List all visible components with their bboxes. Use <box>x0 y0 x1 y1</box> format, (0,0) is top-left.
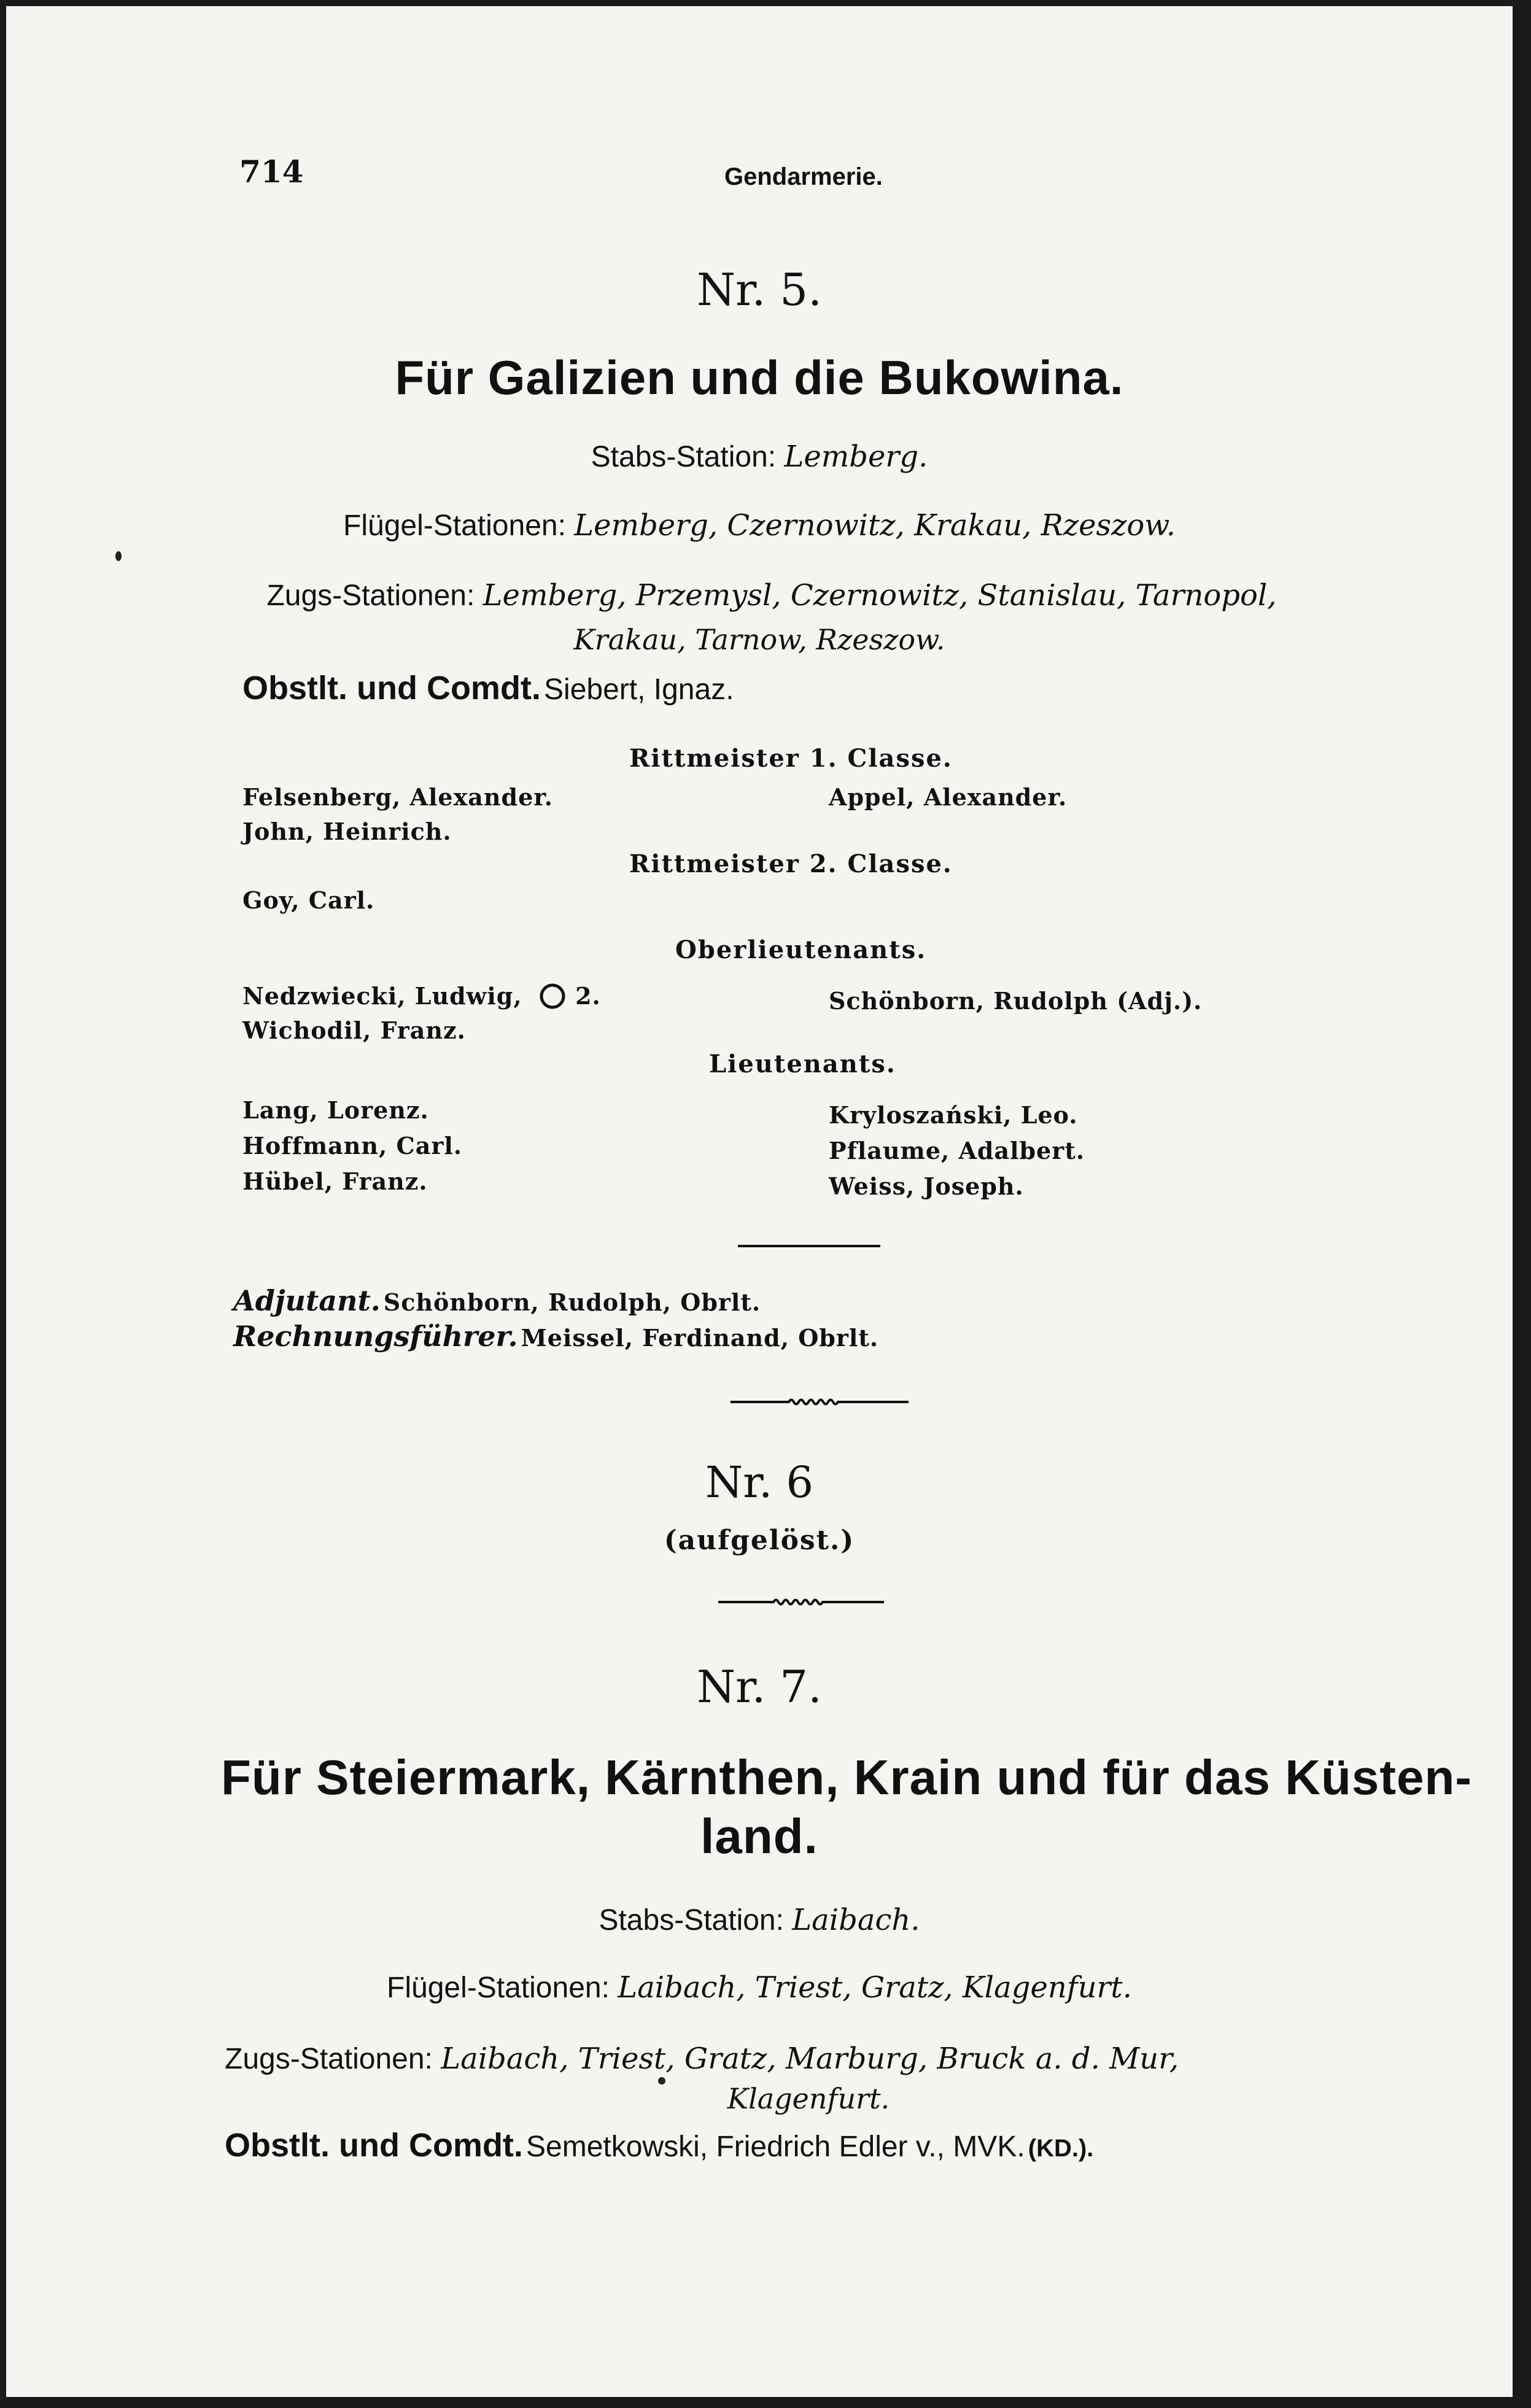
decoration-class: 2. <box>575 982 601 1010</box>
commander-label: Obstlt. und Comdt. <box>242 670 541 707</box>
heading-oberlieutenants: Oberlieutenants. <box>675 935 927 964</box>
fluegel-label: Flügel-Stationen: <box>387 1972 610 2004</box>
adjutant-value: Schönborn, Rudolph, Obrlt. <box>383 1288 761 1316</box>
order-circle-icon <box>538 982 567 1010</box>
roster-name: John, Heinrich. <box>242 818 452 845</box>
fluegel-stations-7 <box>6 1970 1513 2005</box>
roster-name-text: Nedzwiecki, Ludwig, <box>242 982 522 1010</box>
zugs-label: Zugs-Stationen: <box>225 2043 433 2075</box>
wavy-divider <box>731 1396 909 1408</box>
stabs-value: Lemberg. <box>784 439 928 474</box>
commander-name: Siebert, Ignaz. <box>544 673 734 706</box>
section-title-7-line2: land. <box>700 1809 818 1864</box>
section-number-5: Nr. 5. <box>697 264 822 316</box>
commander-name: Semetkowski, Friedrich Edler v., MVK. <box>526 2131 1025 2163</box>
heading-lieutenants: Lieutenants. <box>709 1050 896 1078</box>
zugs-value-1: Laibach, Triest, Gratz, Marburg, Bruck a. d. Mur, <box>441 2042 1179 2076</box>
stabs-station-7 <box>6 1903 1513 1937</box>
roster-name: Hoffmann, Carl. <box>242 1132 463 1159</box>
zugs-stations-5 <box>18 578 1525 613</box>
page-number: 714 <box>239 153 304 190</box>
stabs-label: Stabs-Station: <box>591 441 777 473</box>
commander-label: Obstlt. und Comdt. <box>225 2127 523 2164</box>
paymaster-line <box>233 1320 878 1353</box>
book-page <box>6 6 1513 2397</box>
roster-name: Schönborn, Rudolph (Adj.). <box>829 987 1203 1015</box>
fluegel-stations-5 <box>6 508 1513 543</box>
section-number-7: Nr. 7. <box>697 1661 822 1713</box>
heading-rittmeister-2: Rittmeister 2. Classe. <box>629 850 953 878</box>
roster-name: Appel, Alexander. <box>829 783 1068 811</box>
paymaster-value: Meissel, Ferdinand, Obrlt. <box>521 1324 879 1352</box>
divider-rule <box>738 1245 880 1247</box>
roster-name: Hübel, Franz. <box>242 1167 428 1195</box>
adjutant-line <box>233 1284 761 1317</box>
stabs-label: Stabs-Station: <box>599 1904 784 1937</box>
fluegel-value: Lemberg, Czernowitz, Krakau, Rzeszow. <box>574 508 1176 543</box>
adjutant-label: Adjutant. <box>233 1284 381 1317</box>
paymaster-label: Rechnungsführer. <box>233 1320 518 1353</box>
roster-name: Weiss, Joseph. <box>829 1172 1024 1200</box>
wavy-divider <box>718 1596 884 1608</box>
roster-name: Goy, Carl. <box>242 886 375 914</box>
zugs-stations-5-cont: Krakau, Tarnow, Rzeszow. <box>573 623 945 656</box>
section-title-7 <box>221 1749 1472 1806</box>
running-title: Gendarmerie. <box>724 163 883 190</box>
roster-name: Wichodil, Franz. <box>242 1016 466 1044</box>
zugs-stations-7 <box>225 2042 1179 2076</box>
heading-rittmeister-1: Rittmeister 1. Classe. <box>629 744 953 773</box>
zugs-label: Zugs-Stationen: <box>266 579 475 612</box>
roster-name: Felsenberg, Alexander. <box>242 783 554 811</box>
section-note-6: (aufgelöst.) <box>664 1525 855 1556</box>
commander-7 <box>225 2126 1093 2164</box>
commander-5 <box>242 669 734 707</box>
roster-name <box>242 982 601 1010</box>
zugs-value-1: Lemberg, Przemysl, Czernowitz, Stanislau, Tarnopol, <box>483 578 1277 613</box>
scan-speck <box>115 551 122 561</box>
roster-name: Pflaume, Adalbert. <box>829 1137 1085 1164</box>
stabs-value: Laibach. <box>792 1903 920 1937</box>
commander-decoration: (KD.). <box>1028 2135 1094 2162</box>
section-number-6: Nr. 6 <box>705 1457 814 1508</box>
fluegel-value: Laibach, Triest, Gratz, Klagenfurt. <box>618 1970 1132 2005</box>
roster-name: Lang, Lorenz. <box>242 1096 429 1124</box>
roster-name: Kryloszański, Leo. <box>829 1101 1078 1129</box>
fluegel-label: Flügel-Stationen: <box>343 509 566 542</box>
stabs-station-5 <box>6 439 1513 474</box>
section-title-5: Für Galizien und die Bukowina. <box>395 350 1124 405</box>
section-title-7-line1: Für Steiermark, Kärnthen, Krain und für das Küsten- <box>221 1750 1472 1805</box>
zugs-stations-7-cont: Klagenfurt. <box>727 2082 890 2115</box>
